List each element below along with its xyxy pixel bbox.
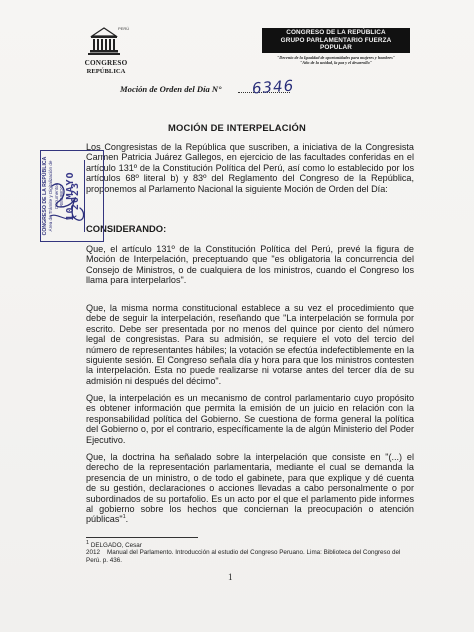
motto-line-1: "Decenio de la Igualdad de oportunidades para mujeres y hombres" [276, 54, 396, 60]
intro-paragraph: Los Congresistas de la República que suscriben, a iniciativa de la Congresista Carmen Patricia Juárez Gallegos, en ejercicio de las facultades conferidas en el artículo 131º de la Constitución Política del Perú, así como lo establecido por los artículos 68º literal b) y 83º del Reglamento del Congreso de la República, proponemos al Parlamento Nacional la siguiente Moción de Orden del Día: [86, 142, 414, 194]
org-sub: REPÚBLICA [86, 68, 126, 75]
footnote-citation-line [86, 549, 416, 564]
party-line-1: CONGRESO DE LA REPÚBLICA [286, 29, 386, 36]
motto-line-2: "Año de la unidad, la paz y el desarrollo" [299, 59, 372, 65]
document-title: MOCIÓN DE INTERPELACIÓN [168, 122, 306, 133]
paragraph-1: Que, el artículo 131º de la Constitución Política del Perú, prevé la figura de Moción de Interpelación, preceptuando que "es obligatoria la concurrencia del Consejo de Ministros, o de cualquiera de los ministros, cuando el Congreso los llama para interpelarlos". [86, 244, 414, 286]
party-motto [262, 55, 410, 66]
stamp-title: CONGRESO DE LA REPÚBLICA [42, 156, 48, 236]
footnote-divider [86, 537, 198, 538]
party-line-2: GRUPO PARLAMENTARIO FUERZA POPULAR [280, 36, 392, 51]
motion-number-handwritten: 6346 [251, 76, 295, 98]
paragraph-4-text: Que, la doctrina ha señalado sobre la interpelación que consiste en "(...) el derecho de la representación parlamentaria, mediante el cual se demanda la presencia de un ministro, o de todo el gabinete, para que explique y dé cuenta de su gestión, declaraciones o acciones llevadas a cabo personalmente o por subordinados de su portafolio. Es un acto por el que el parlamento pide informes al gobierno sobre los hechos que conciernan la preocupación o atención públicas" [86, 452, 414, 525]
footnote-citation: Manual del Parlamento. Introducción al estudio del Congreso Peruano. Lima: Biblioteca del Congreso del Perú. p. 436. [86, 549, 401, 564]
footnote [86, 539, 416, 564]
paragraph-3: Que, la interpelación es un mecanismo de control parlamentario cuyo propósito es obtener información que permita la emisión de un juicio en relación con la responsabilidad política del Gobierno. Se cuestiona de forma general la política del Gobierno o, por el contrario, específicamente la de algún Ministerio del Poder Ejecutivo. [86, 393, 414, 445]
paragraph-4: Que, la doctrina ha señalado sobre la interpelación que consiste en "(...) el derecho de la representación parlamentaria, mediante el cual se demanda la presencia de un ministro, o de todo el gabinete, para que explique y dé cuenta de su gestión, declaraciones o acciones llevadas a cabo personalmente o por subordinados de su portafolio. Es un acto por el que el parlamento pide informes al gobierno sobre los hechos que conciernan la preocupación o atención públicas"$^1$. [86, 452, 414, 525]
stamp-subtitle: Área de Trámite y Digitalización de Documentos [48, 160, 59, 232]
motion-number-line [120, 76, 320, 98]
footnote-marker: 1 [122, 514, 126, 521]
footnote-author: DELGADO, Cesar [90, 542, 142, 549]
congress-logo [74, 22, 138, 80]
party-banner [262, 28, 410, 53]
motion-label: Moción de Orden del Día N° [120, 84, 222, 94]
org-name: CONGRESO [84, 59, 128, 67]
congress-building-icon [88, 26, 120, 56]
stamp-date: 10 MAYO 2023 [64, 171, 82, 221]
handwritten-signature-icon [44, 176, 90, 232]
page-number: 1 [228, 572, 233, 582]
footnote-year: 2012 [86, 549, 101, 557]
paragraph-2: Que, la misma norma constitucional establece a su vez el procedimiento que debe de seguir la interpelación, reseñando que "La interpelación se formula por escrito. Debe ser presentada por no menos del quince por ciento del número legal de congresistas. Para su admisión, se requiere el voto del tercio del número de representantes hábiles; la votación se efectúa indefectiblemente en la siguiente sesión. El Congreso señala día y hora para que los ministros contesten la interpelación. Esta no puede realizarse ni votarse antes del tercer día de su admisión ni después del décimo". [86, 303, 414, 386]
footnote-number: 1 [86, 539, 90, 546]
party-header [262, 28, 410, 65]
footnote-author-line [86, 539, 416, 549]
stamp-received: RECIBIDO [59, 184, 65, 208]
org-dept: PERÚ [118, 26, 130, 31]
considerando-heading: CONSIDERANDO: [86, 223, 167, 234]
